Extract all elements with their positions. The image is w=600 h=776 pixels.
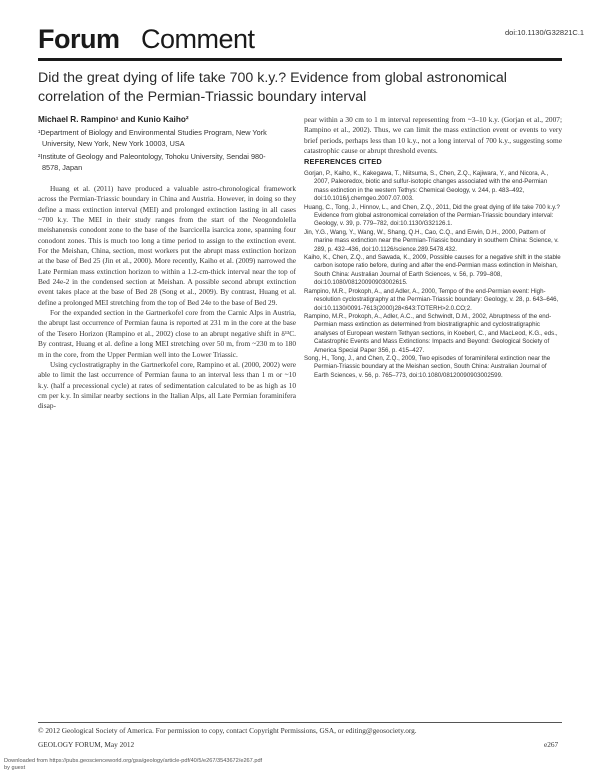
- article-title: [38, 69, 558, 107]
- affiliation-1-line-1: ¹Department of Biology and Environmental Studies Program, New York: [38, 128, 267, 137]
- article-title-line-2: correlation of the Permian-Triassic boundary interval: [38, 89, 367, 105]
- header-rule: [38, 58, 562, 61]
- download-notice-line-1: Downloaded from https://pubs.geoscienceworld.org/gsa/geology/article-pdf/40/5/e267/3543672/e267.pdf: [4, 758, 263, 764]
- affiliation-1-line-2: University, New York, New York 10003, USA: [42, 138, 185, 148]
- article-title-line-1: Did the great dying of life take 700 k.y.? Evidence from global astronomical: [38, 70, 507, 86]
- reference-item: Kaiho, K., Chen, Z.Q., and Sawada, K., 2009, Possible causes for a negative shift in the stable carbon isotope ratio before, during and after the end-Permian mass extinction in Meishan, South China: Australian Journal of Earth Sciences, v. 56, p. 799–808, doi:10.1080/08120090903002615.: [304, 254, 561, 287]
- forum-heading: Forum: [38, 24, 120, 54]
- body-paragraph-2: For the expanded section in the Gartnerkofel core from the Carnic Alps in Austria, the abrupt last occurrence of Permian fauna is reported at 231 m in the core at the base of the Tesero Horizon (Rampino et al., 2002) close to an abrupt negative shift in δ¹³C. By contrast, Huang et al. define a long MEI stretching over 50 m, from ~230 m to 180 m in the core, from the Upper Permian well into the Lower Triassic.: [38, 308, 296, 359]
- left-column: [38, 184, 296, 412]
- authors: Michael R. Rampino¹ and Kunio Kaiho²: [38, 115, 189, 124]
- references-list: [304, 170, 562, 380]
- affiliation-2-line-2: 8578, Japan: [42, 162, 83, 172]
- footer-rule: [38, 722, 562, 723]
- affiliation-2-line-1: ²Institute of Geology and Paleontology, Tohoku University, Sendai 980-: [38, 152, 266, 161]
- body-paragraph-3: Using cyclostratigraphy in the Gartnerkofel core, Rampino et al. (2000, 2002) were able to limit the last occurrence of Permian fauna to an interval less than 1 m or ~10 k.y. (half a precessional cycle) at rates of sedimentation calculated to be as high as 10 cm per k.y. In similar nearby sections in the Italian Alps, all Late Permian foraminifera disap-: [38, 359, 296, 411]
- page-number: e267: [544, 740, 559, 749]
- references-heading: REFERENCES CITED: [304, 157, 382, 166]
- reference-item: Jin, Y.G., Wang, Y., Wang, W., Shang, Q.H., Cao, C.Q., and Erwin, D.H., 2000, Pattern of marine mass extinction near the Permian-Triassic boundary in southern China: Science, v. 289, p. 432–436, doi:10.1126/science.289.5478.432.: [304, 228, 559, 253]
- body-paragraph-1: Huang et al. (2011) have produced a valuable astro-chronological framework across the Permian-Triassic boundary in China and Austria. However, in doing so they define a mass extinction interval (MEI) and prolonged extinction lasting in all cases ~700 k.y. The MEI in their study ranges from the start of the Neogondolella meishanensis conodont zone to the base of the Isarcicella isarcica zone, spanning four conodont zones. This is much too long a time period to assign to the extinction event. For the Meishan, China, section, most workers put the abrupt mass extinction horizon at the base of Bed 25 (Jin et al., 2000). More recently, Kaiho et al. (2009) narrowed the Late Permian mass extinction horizon to within a 1.2-cm-thick interval near the top of Bed 24e-2 in the condensed section at Meishan. A possible second abrupt extinction event takes place at the base of Bed 28 (Song et al., 2009). By contrast, Huang et al. define a prolonged MEI stretching from the top of Bed 24e to the base of Bed 29.: [38, 184, 296, 307]
- doi-label: doi:10.1130/G32821C.1: [505, 28, 585, 37]
- reference-item: Song, H., Tong, J., and Chen, Z.Q., 2009, Two episodes of foraminiferal extinction near the Permian-Triassic boundary at the Meishan section, South China: Australian Journal of Earth Sciences, v. 56, p. 765–773, doi:10.1080/08120090903002599.: [304, 354, 551, 379]
- right-column: [304, 115, 562, 156]
- affiliation-2: [38, 152, 288, 173]
- reference-item: Rampino, M.R., Prokoph, A., Adler, A.C., and Schwindt, D.M., 2002, Abruptness of the end-Permian mass extinction as determined from biostratigraphic and cyclostratigraphic analyses of European western Tethyan sections, in Koeberl, C., and MacLeod, K.G., eds., Catastrophic Events and Mass Extinctions: Impacts and Beyond: Geological Society of America Special Paper 356, p. 415–427.: [304, 312, 558, 354]
- reference-item: Gorjan, P., Kaiho, K., Kakegawa, T., Niitsuma, S., Chen, Z.Q., Kajiwara, Y., and Nicora, A., 2007, Paleoredox, biotic and sulfur-isotopic changes associated with the end-Permian mass extinction in the western Tethys: Chemical Geology, v. 244, p. 483–492, doi:10.1016/j.chemgeo.2007.07.003.: [304, 170, 549, 203]
- affiliation-1: [38, 128, 288, 149]
- reference-item: Huang, C., Tong, J., Hinnov, L., and Chen, Z.Q., 2011, Did the great dying of life take 700 k.y.? Evidence from global astronomical correlation of the Permian-Triassic boundary interval: Geology, v. 39, p. 779–782, doi:10.1130/G32126.1.: [304, 203, 560, 228]
- download-notice-line-2: by guest: [4, 765, 26, 771]
- copyright-notice: © 2012 Geological Society of America. For permission to copy, contact Copyright Permissions, GSA, or editing@geosociety.org.: [38, 726, 417, 735]
- comment-heading: Comment: [141, 24, 255, 54]
- reference-item: Rampino, M.R., Prokoph, A., and Adler, A., 2000, Tempo of the end-Permian event: High-resolution cyclostratigraphy at the Permian-Triassic boundary: Geology, v. 28, p. 643–646, doi:10.1130/0091-7613(2000)28<643:TOTERH>2.0.CO;2.: [304, 287, 559, 312]
- body-paragraph-continued: pear within a 30 cm to 1 m interval representing from ~3–10 k.y. (Gorjan et al., 2007; Rampino et al., 2002). Thus, we can limit the mass extinction event or events to very brief periods, perhaps less than 10 k.y., not a long interval of 700 k.y., suggesting some catastrophic cause or abrupt threshold events.: [304, 115, 562, 156]
- download-notice: [4, 758, 262, 772]
- journal-footer: GEOLOGY FORUM, May 2012: [38, 740, 135, 749]
